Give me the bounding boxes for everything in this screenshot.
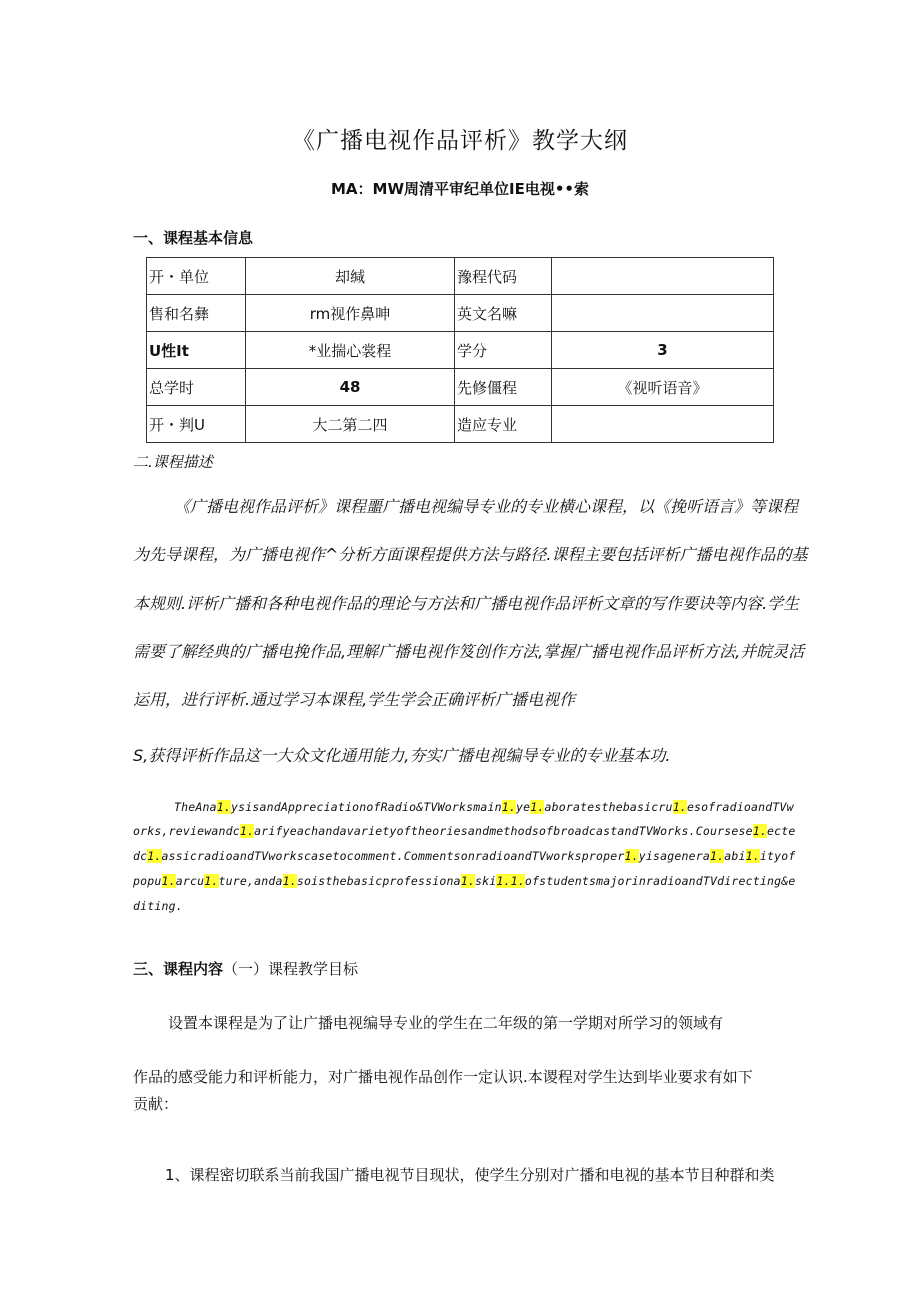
section-content-heading: 三、课程内容（一）课程教学目标 [133,960,359,978]
table-cell: 大二第二四 [246,406,455,443]
table-cell: 开・单位 [147,258,246,295]
description-line: 《广播电视作品评析》课程噩广播电视编导专业的专业横心课程，以《挽听语言》等课程 [174,497,799,516]
goal-line: 设置本课程是为了让广播电视编导专业的学生在二年级的第一学期对所学习的领域有 [168,1014,724,1032]
english-line: popu1.arcu1.ture,anda1.soisthebasicprofessiona1.ski1.1.ofstudentsmajorinradioandTVdirecting&e [133,874,796,888]
table-row [147,369,774,406]
table-cell: 开・判U [147,406,246,443]
table-cell: 造应专业 [455,406,552,443]
table-cell: *业揣心裳程 [246,332,455,369]
description-line: 需要了解经典的广播电挽作品,理解广播电视作笈创作方法,掌握广播电视作品评析方法,并皖灵活 [133,642,805,661]
description-line: 本规则.评析广播和各种电视作品的理论与方法和广播电视作品评析文章的写作要诀等内容.学生 [133,594,800,613]
table-cell: 却缄 [246,258,455,295]
table-row [147,406,774,443]
course-info-table [146,257,774,443]
table-row [147,258,774,295]
table-cell: 《视听语音》 [552,369,774,406]
description-line: 为先导课程，为广播电视作^分析方面课程提供方法与路径.课程主要包括评析广播电视作品的基 [133,545,808,564]
table-cell: rm视作鼻呻 [246,295,455,332]
section-basic-info-heading: 一、课程基本信息 [133,229,254,247]
description-line: 运用，进行评析.通过学习本课程,学生学会正确评析广播电视作 [133,690,576,709]
table-cell: 3 [552,332,774,369]
page-title: 《广播电视作品评析》教学大纲 [292,128,628,154]
table-cell: 先修僵程 [455,369,552,406]
table-cell [552,406,774,443]
table-row [147,295,774,332]
english-line: orks,reviewandc1.arifyeachandavarietyoftheoriesandmethodsofbroadcastandTVWorks.Coursese1.ecte [133,824,796,838]
table-cell [552,258,774,295]
table-cell: 英文名嘛 [455,295,552,332]
goal-line: 1、课程密切联系当前我国广播电视节目现状，使学生分别对广播和电视的基本节目种群和类 [165,1166,775,1184]
table-cell: 豫程代码 [455,258,552,295]
author-line: MA：MW周清平审纪单位IE电视••索 [330,180,589,198]
english-line: TheAna1.ysisandAppreciationofRadio&TVWorksmain1.ye1.aboratesthebasicru1.esofradioandTVw [174,800,794,814]
table-cell [552,295,774,332]
english-line: dc1.assicradioandTVworkscasetocomment.CommentsonradioandTVworksproper1.yisagenera1.abi1.ityof [133,849,796,863]
table-cell: 48 [246,369,455,406]
goal-line: 作品的感受能力和评析能力，对广播电视作品创作一定认识.本谡程对学生达到毕业要求有如下 [133,1068,753,1086]
table-cell: 学分 [455,332,552,369]
goal-line: 贡献： [133,1095,179,1113]
table-cell: 售和名彝 [147,295,246,332]
description-line: S,获得评析作品这一大众文化通用能力,夯实广播电视编导专业的专业基本功. [133,746,671,765]
table-cell: 总学时 [147,369,246,406]
table-row [147,332,774,369]
english-line: diting. [133,899,183,913]
table-cell: U性It [147,332,246,369]
section-description-heading: 二.课程描述 [133,453,213,471]
